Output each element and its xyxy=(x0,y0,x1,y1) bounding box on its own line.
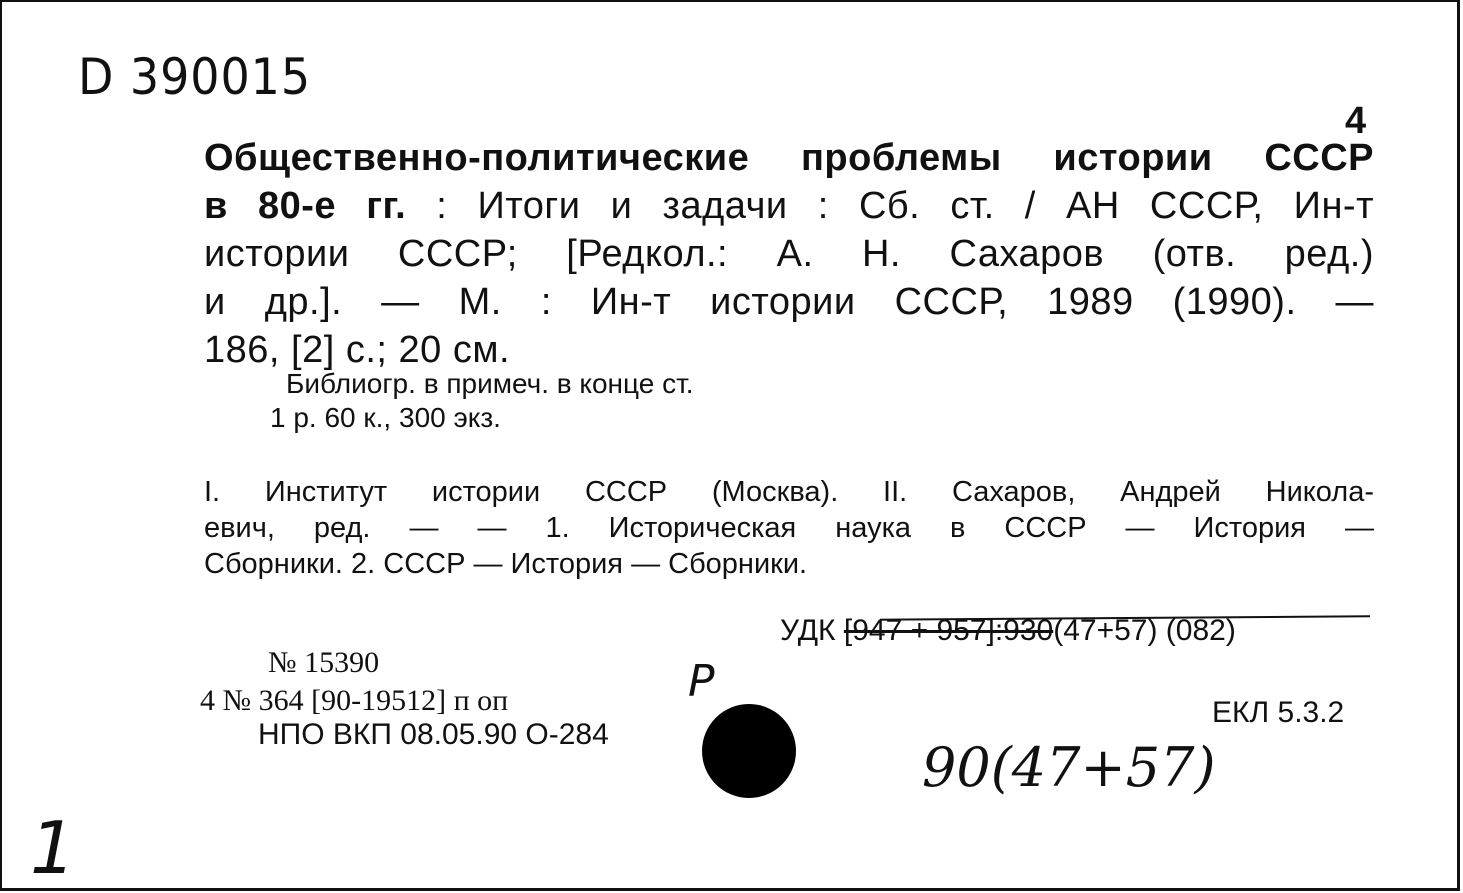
subject-tracings xyxy=(204,474,1374,582)
price-note: 1 р. 60 к., 300 экз. xyxy=(270,402,501,433)
entry-title-line2: в 80-е гг. xyxy=(204,185,407,227)
catalog-stamp: D 390015 xyxy=(78,48,312,106)
tracing-line1: I. Институт истории СССР (Москва). II. Сахаров, Андрей Никола- xyxy=(204,476,1374,508)
udk-value: (47+57) (082) xyxy=(1053,614,1236,647)
entry-line4: и др.]. — М. : Ин-т истории СССР, 1989 (1990). — xyxy=(204,281,1374,323)
udk-code xyxy=(780,614,1236,648)
bibliographic-entry xyxy=(204,134,1374,374)
entry-title-line1: Общественно-политические проблемы истории СССР xyxy=(204,137,1374,179)
udk-struck-code: [947 + 957]:930 xyxy=(843,614,1054,647)
entry-line2-rest: : Итоги и задачи : Сб. ст. / АН СССР, Ин-т xyxy=(406,185,1374,227)
udk-label: УДК xyxy=(780,614,836,647)
entry-line3: истории СССР; [Редкол.: А. Н. Сахаров (отв. ред.) xyxy=(204,233,1374,275)
publisher-code: НПО ВКП 08.05.90 О-284 xyxy=(258,718,609,751)
page-number: 4 xyxy=(1345,100,1367,142)
handwritten-mark: P xyxy=(688,656,715,707)
entry-line5: 186, [2] с.; 20 см. xyxy=(204,329,511,371)
card-number: № 15390 xyxy=(268,646,380,679)
order-number: 4 № 364 [90-19512] п оп xyxy=(200,684,509,717)
tracing-line3: Сборники. 2. СССР — История — Сборники. xyxy=(204,548,808,580)
bibliography-note: Библиогр. в примеч. в конце ст. xyxy=(286,368,694,399)
ekl-code: ЕКЛ 5.3.2 xyxy=(1212,696,1345,729)
handwritten-classification: 90(47+57) xyxy=(922,736,1216,799)
punch-hole xyxy=(702,704,796,798)
handwritten-number: 1 xyxy=(30,806,76,890)
tracing-line2: евич, ред. — — 1. Историческая наука в СССР — История — xyxy=(204,512,1374,544)
